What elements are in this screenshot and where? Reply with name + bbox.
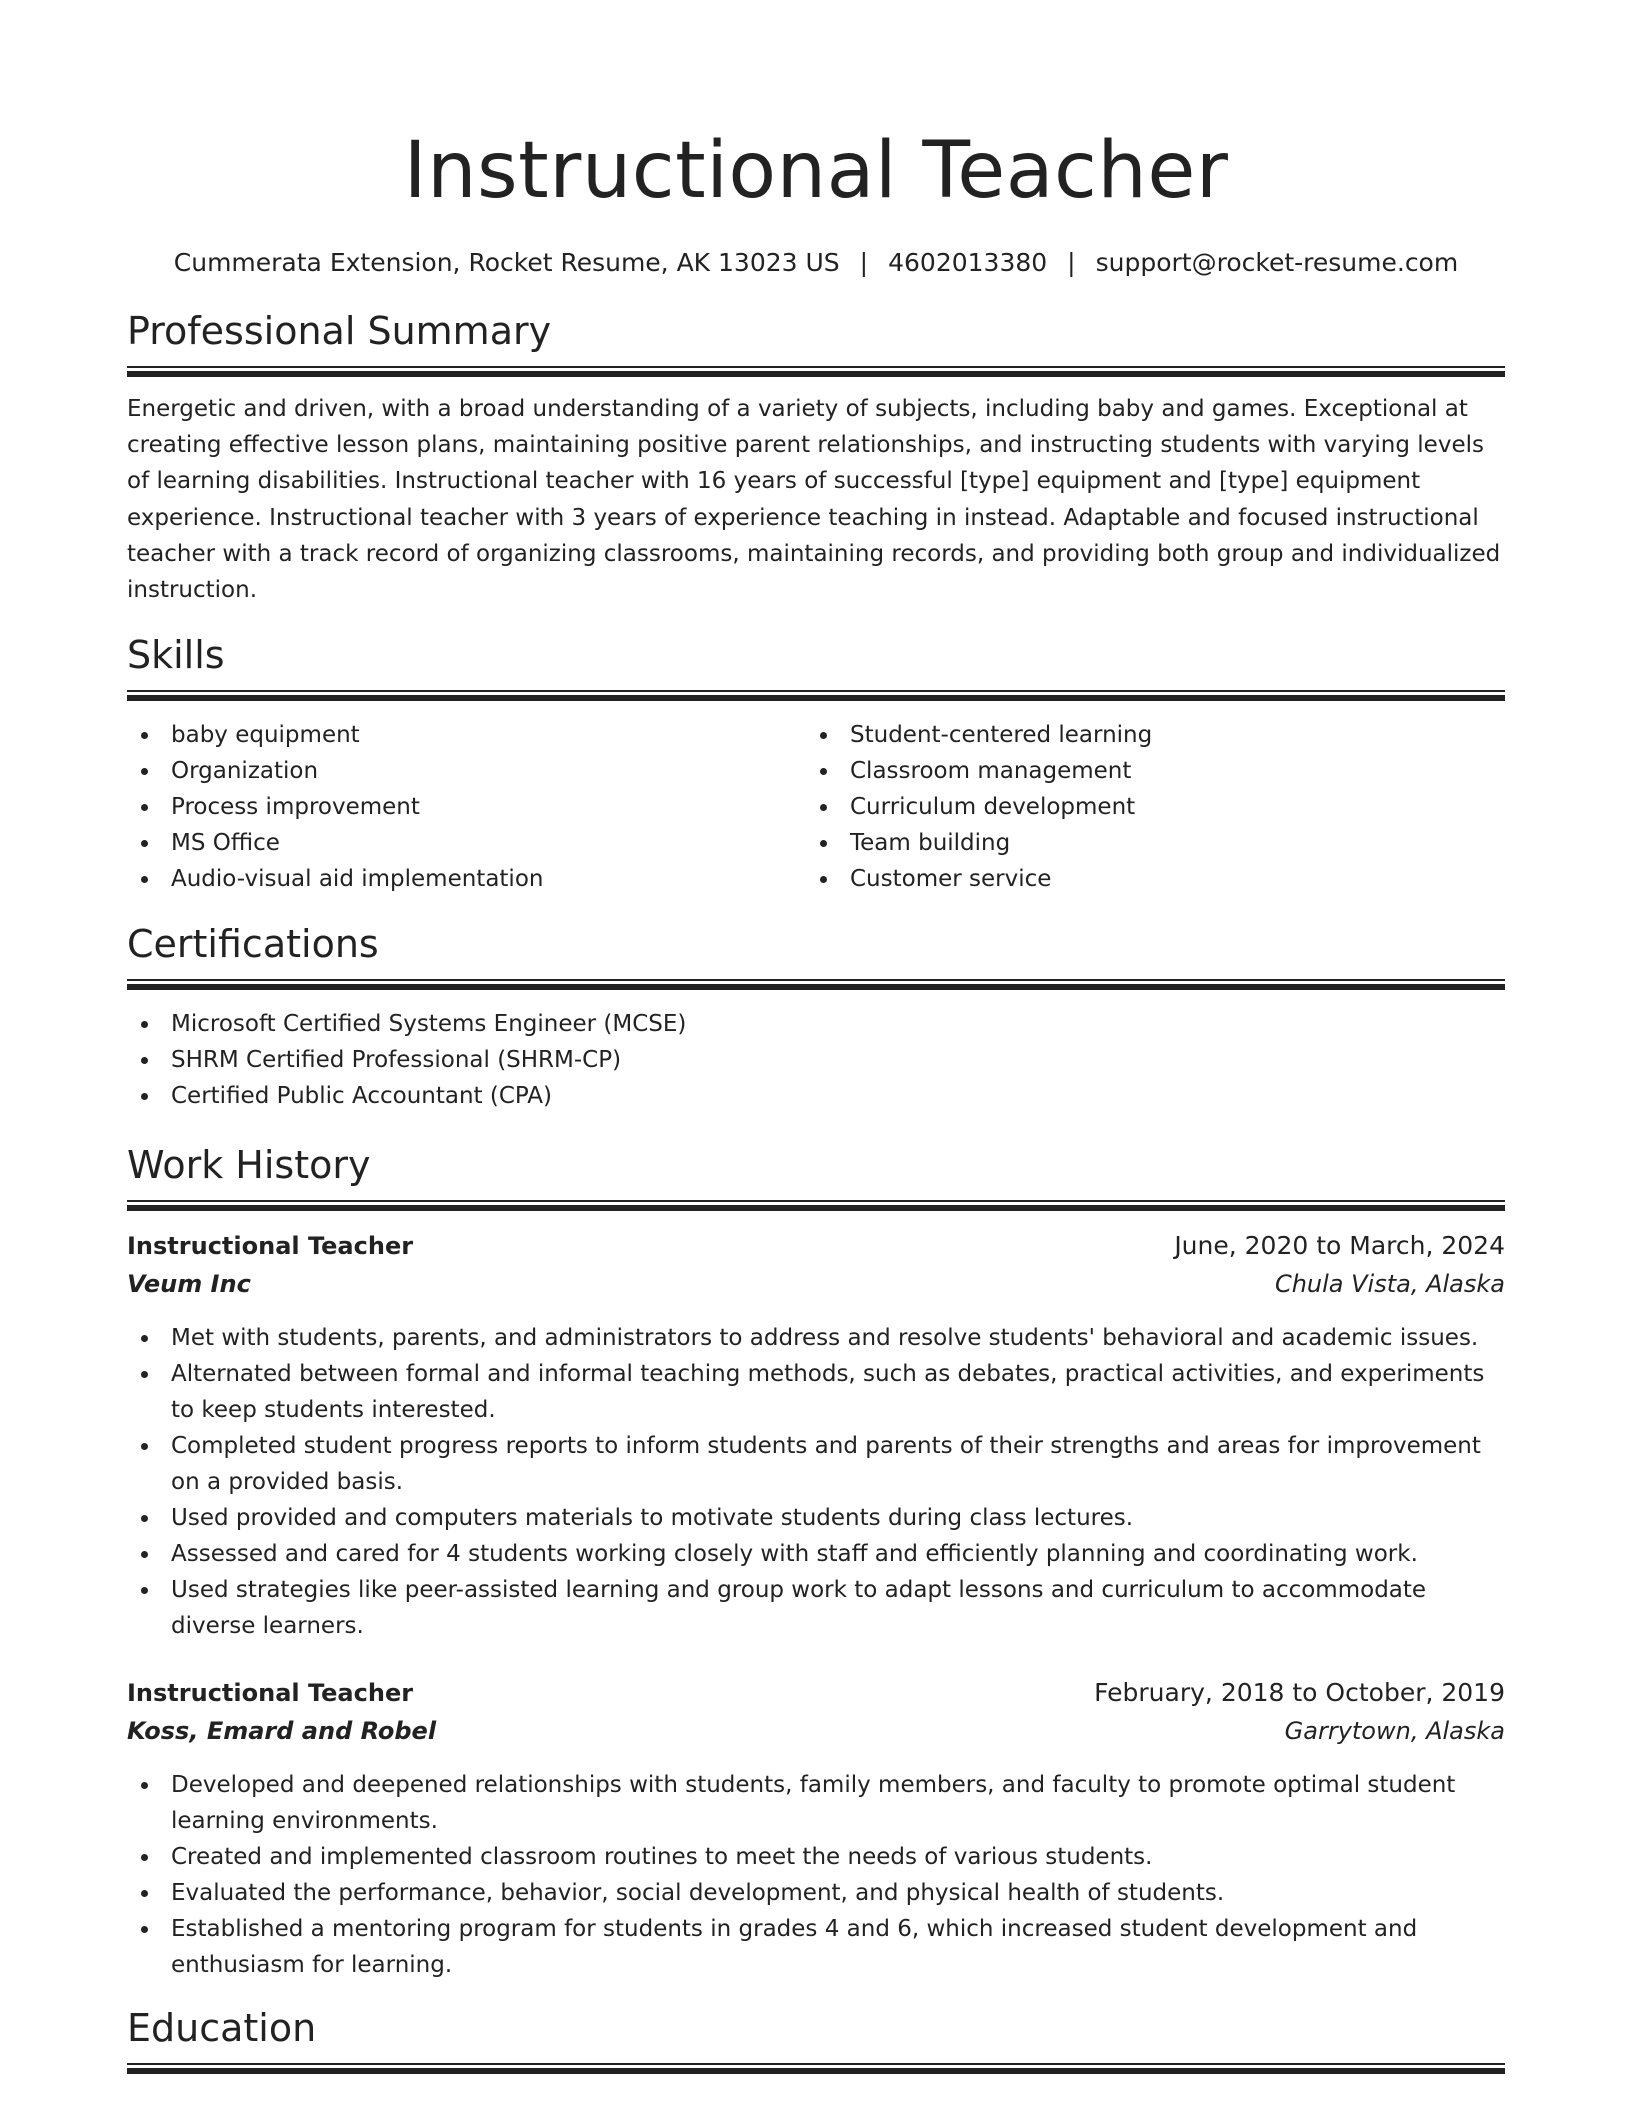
skills-section — [127, 630, 1505, 897]
job-header — [127, 1674, 1505, 1712]
job-entry — [127, 1674, 1505, 1983]
job-bullet: Alternated between formal and informal teaching methods, such as debates, practical activities, and experiments to keep students interested. — [127, 1356, 1505, 1428]
job-bullet: Used strategies like peer-assisted learning and group work to adapt lessons and curriculum to accommodate diverse learners. — [127, 1572, 1505, 1644]
section-title-summary: Professional Summary — [127, 309, 552, 353]
job-location: Garrytown, Alaska — [1284, 1717, 1505, 1746]
education-section — [127, 2003, 1505, 2074]
section-title-certifications: Certifications — [127, 922, 379, 967]
summary-section — [127, 306, 1505, 608]
section-divider — [127, 690, 1505, 701]
skill-item: Audio-visual aid implementation — [127, 861, 806, 897]
contact-line — [127, 246, 1505, 280]
skill-item: Process improvement — [127, 789, 806, 825]
job-dates: February, 2018 to October, 2019 — [1094, 1678, 1505, 1708]
certification-item: Microsoft Certified Systems Engineer (MCSE) — [127, 1006, 1505, 1042]
certifications-list — [127, 1006, 1505, 1114]
job-company: Koss, Emard and Robel — [127, 1717, 437, 1746]
contact-separator: | — [859, 248, 869, 277]
certification-item: Certified Public Accountant (CPA) — [127, 1078, 1505, 1114]
skill-item: Customer service — [806, 861, 1485, 897]
section-divider — [127, 979, 1505, 990]
skill-item: Curriculum development — [806, 789, 1485, 825]
section-divider — [127, 366, 1505, 377]
job-header — [127, 1227, 1505, 1265]
skills-columns — [127, 717, 1505, 897]
skill-item: MS Office — [127, 825, 806, 861]
job-subheader — [127, 1712, 1505, 1750]
job-bullet-list — [127, 1767, 1505, 1983]
certification-item: SHRM Certified Professional (SHRM-CP) — [127, 1042, 1505, 1078]
job-bullet: Created and implemented classroom routines to meet the needs of various students. — [127, 1839, 1505, 1875]
job-bullet: Assessed and cared for 4 students working closely with staff and efficiently planning and coordinating work. — [127, 1536, 1505, 1572]
job-bullet: Met with students, parents, and administrators to address and resolve students' behavioral and academic issues. — [127, 1320, 1505, 1356]
job-entry — [127, 1227, 1505, 1644]
certifications-section — [127, 919, 1505, 1114]
skills-list-right — [806, 717, 1485, 897]
candidate-name: Instructional Teacher — [403, 126, 1229, 216]
job-company: Veum Inc — [127, 1270, 251, 1299]
resume-page — [127, 0, 1505, 2074]
job-dates: June, 2020 to March, 2024 — [1174, 1231, 1505, 1261]
job-bullet: Completed student progress reports to inform students and parents of their strengths and areas for improvement on a provided basis. — [127, 1428, 1505, 1500]
skills-list-left — [127, 717, 806, 897]
job-title: Instructional Teacher — [127, 1679, 414, 1708]
section-title-skills: Skills — [127, 633, 225, 678]
contact-address: Cummerata Extension, Rocket Resume, AK 13023 US — [173, 248, 840, 277]
contact-email[interactable]: support@rocket-resume.com — [1095, 248, 1459, 277]
job-title: Instructional Teacher — [127, 1232, 414, 1261]
skill-item: Organization — [127, 753, 806, 789]
skill-item: baby equipment — [127, 717, 806, 753]
skill-item: Student-centered learning — [806, 717, 1485, 753]
contact-separator: | — [1067, 248, 1076, 277]
work-history-section — [127, 1140, 1505, 1983]
skill-item: Classroom management — [806, 753, 1485, 789]
summary-text: Energetic and driven, with a broad understanding of a variety of subjects, including baby and games. Exceptional at creating effective lesson plans, maintaining positive parent relationships, and instructing students with varying levels of learning disabilities. Instructional teacher with 16 years of successful [type] equipment and [type] equipment experience. Instructional teacher with 3 years of experience teaching in instead. Adaptable and focused instructional teacher with a track record of organizing classrooms, maintaining records, and providing both group and individualized instruction. — [127, 396, 1501, 604]
job-bullet-list — [127, 1320, 1505, 1644]
section-divider — [127, 1200, 1505, 1211]
section-divider — [127, 2063, 1505, 2074]
job-subheader — [127, 1265, 1505, 1303]
job-bullet: Developed and deepened relationships with students, family members, and faculty to promote optimal student learning environments. — [127, 1767, 1505, 1839]
job-bullet: Established a mentoring program for students in grades 4 and 6, which increased student development and enthusiasm for learning. — [127, 1911, 1505, 1983]
section-title-education: Education — [127, 2006, 317, 2051]
job-location: Chula Vista, Alaska — [1274, 1270, 1505, 1299]
job-bullet: Evaluated the performance, behavior, social development, and physical health of students. — [127, 1875, 1505, 1911]
job-bullet: Used provided and computers materials to motivate students during class lectures. — [127, 1500, 1505, 1536]
contact-phone: 4602013380 — [888, 248, 1048, 277]
skill-item: Team building — [806, 825, 1485, 861]
section-title-work-history: Work History — [127, 1143, 371, 1188]
